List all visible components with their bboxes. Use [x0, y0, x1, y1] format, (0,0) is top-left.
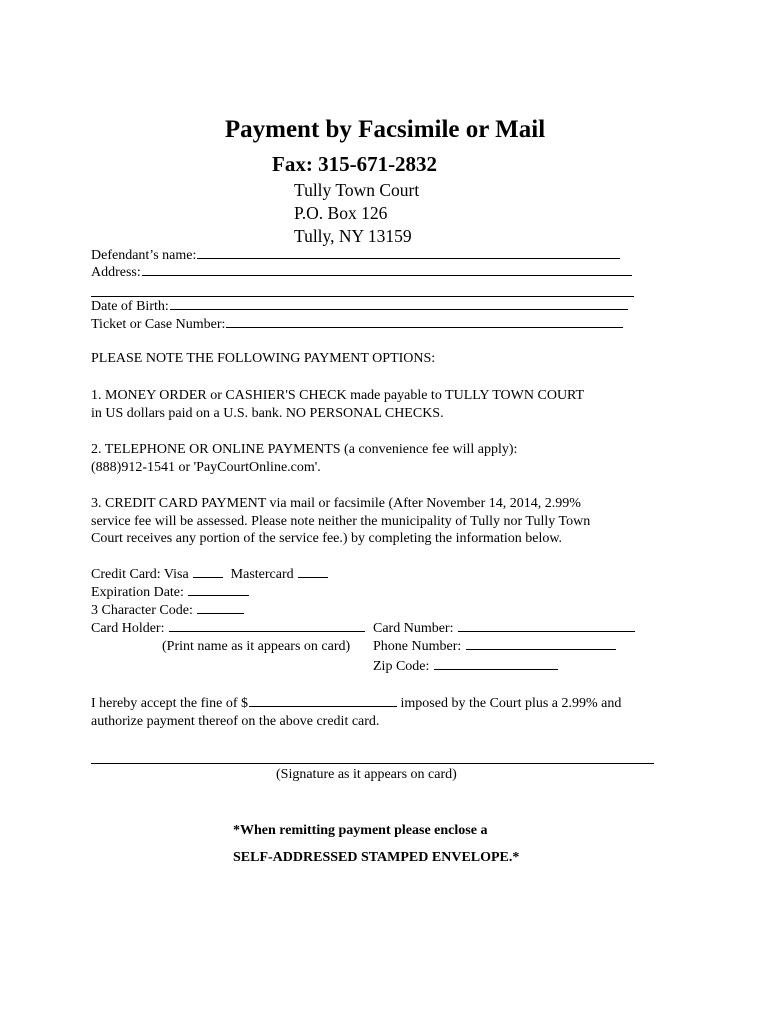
- defendant-name-field[interactable]: [197, 257, 620, 259]
- code-field[interactable]: [197, 612, 244, 614]
- expiration-label: Expiration Date:: [91, 585, 184, 600]
- footer-line2: SELF-ADDRESSED STAMPED ENVELOPE.*: [233, 850, 520, 865]
- address-row: [91, 265, 632, 281]
- address-field-line2[interactable]: [91, 296, 634, 297]
- fine-amount-field[interactable]: [249, 705, 397, 707]
- signature-field[interactable]: [91, 763, 654, 764]
- code-row: [91, 603, 244, 619]
- phone-label: Phone Number:: [373, 639, 462, 654]
- option1-line2: in US dollars paid on a U.S. bank. NO PERSONAL CHECKS.: [91, 406, 444, 421]
- payment-options-note: PLEASE NOTE THE FOLLOWING PAYMENT OPTIONS:: [91, 351, 436, 366]
- option2-line2: (888)912-1541 or 'PayCourtOnline.com'.: [91, 460, 321, 475]
- expiration-field[interactable]: [188, 594, 249, 596]
- phone-row: [373, 639, 616, 655]
- option3-line1: 3. CREDIT CARD PAYMENT via mail or facsimile (After November 14, 2014, 2.99%: [91, 496, 581, 511]
- court-name: Tully Town Court: [294, 180, 420, 200]
- option3-line3: Court receives any portion of the service fee.) by completing the information below.: [91, 531, 563, 546]
- code-label: 3 Character Code:: [91, 603, 193, 618]
- accept-fine-line2: authorize payment thereof on the above credit card.: [91, 714, 380, 729]
- accept-fine-label-2: imposed by the Court plus a 2.99% and: [400, 696, 622, 711]
- dob-label: Date of Birth:: [91, 299, 169, 314]
- signature-hint: (Signature as it appears on card): [276, 767, 457, 782]
- dob-field[interactable]: [170, 308, 628, 310]
- zip-label: Zip Code:: [373, 659, 430, 674]
- footer-line1: *When remitting payment please enclose a: [233, 823, 488, 838]
- zip-field[interactable]: [434, 668, 558, 670]
- court-po-box: P.O. Box 126: [294, 203, 388, 223]
- option1-line1: 1. MONEY ORDER or CASHIER'S CHECK made payable to TULLY TOWN COURT: [91, 388, 585, 403]
- accept-fine-row: [91, 696, 621, 712]
- card-number-label: Card Number:: [373, 621, 454, 636]
- card-holder-row: [91, 621, 365, 637]
- expiration-row: [91, 585, 249, 601]
- card-holder-field[interactable]: [169, 630, 365, 632]
- form-title: Payment by Facsimile or Mail: [224, 116, 546, 143]
- credit-card-row: [91, 567, 328, 583]
- visa-label: Credit Card: Visa: [91, 567, 189, 582]
- mastercard-field[interactable]: [298, 576, 328, 578]
- ticket-row: [91, 317, 623, 333]
- card-number-field[interactable]: [458, 630, 635, 632]
- defendant-name-row: [91, 248, 620, 264]
- mastercard-label: Mastercard: [230, 567, 294, 582]
- defendant-name-label: Defendant’s name:: [91, 248, 197, 263]
- address-label: Address:: [91, 265, 141, 280]
- ticket-field[interactable]: [226, 326, 623, 328]
- court-city: Tully, NY 13159: [294, 226, 412, 246]
- visa-field[interactable]: [193, 576, 223, 578]
- print-name-hint: (Print name as it appears on card): [162, 639, 351, 654]
- option2-line1: 2. TELEPHONE OR ONLINE PAYMENTS (a convenience fee will apply):: [91, 442, 518, 457]
- option3-line2: service fee will be assessed. Please note neither the municipality of Tully nor Tully Town: [91, 514, 591, 529]
- accept-fine-label: I hereby accept the fine of $: [91, 696, 249, 711]
- card-holder-label: Card Holder:: [91, 621, 165, 636]
- address-field[interactable]: [142, 274, 632, 276]
- zip-row: [373, 659, 558, 675]
- card-number-row: [373, 621, 635, 637]
- fax-number: Fax: 315-671-2832: [272, 152, 438, 176]
- dob-row: [91, 299, 628, 315]
- ticket-label: Ticket or Case Number:: [91, 317, 226, 332]
- phone-field[interactable]: [466, 648, 616, 650]
